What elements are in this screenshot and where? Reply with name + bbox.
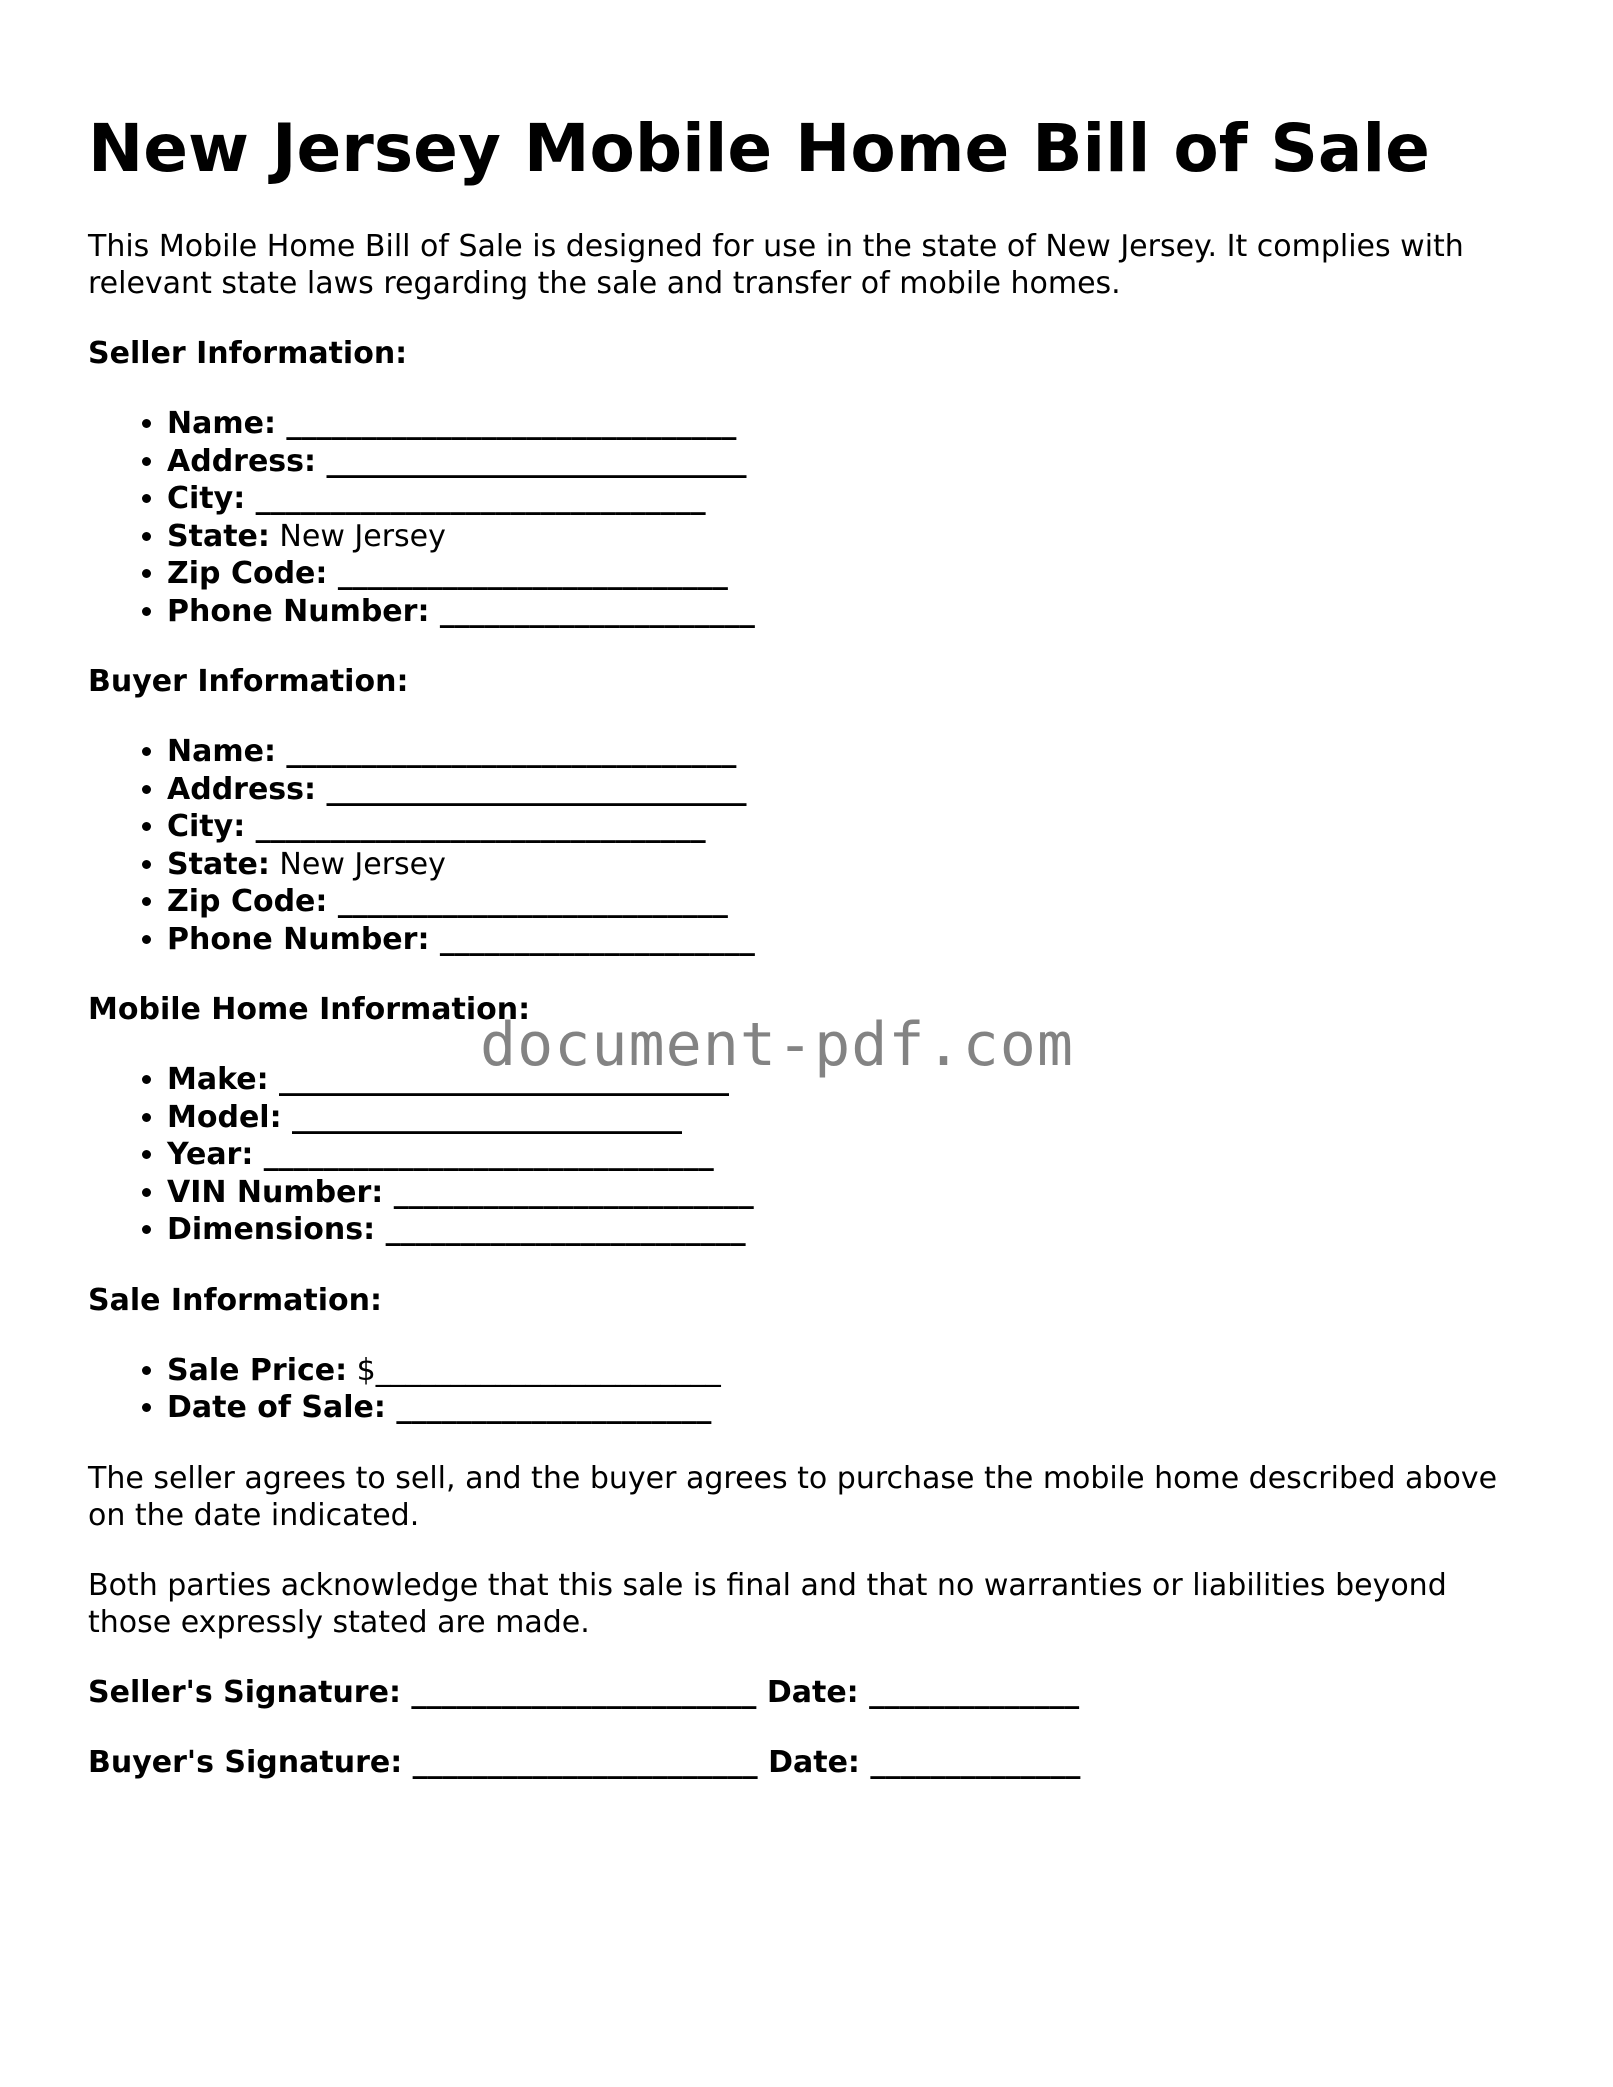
watermark: document-pdf.com: [480, 1010, 1074, 1080]
seller-address-field: [167, 443, 1528, 481]
document-title: New Jersey Mobile Home Bill of Sale: [88, 110, 1430, 187]
field-blank: _____________________: [429, 593, 755, 629]
field-label: State:: [167, 846, 270, 882]
date-of-sale-field: [167, 1389, 1528, 1427]
field-blank: $_______________________: [347, 1352, 721, 1388]
field-label: Year:: [167, 1137, 254, 1172]
field-label: Phone Number:: [167, 921, 430, 957]
vin-number-field: [167, 1174, 1528, 1212]
buyer-state-field: [167, 846, 1528, 884]
document-page: [88, 110, 1528, 1814]
seller-state-field: [167, 518, 1528, 556]
seller-section-heading: Seller Information:: [88, 336, 408, 371]
mobile-home-section-heading: Mobile Home Information:: [88, 992, 531, 1027]
field-label: Address:: [167, 771, 317, 807]
agreement-paragraph: The seller agrees to sell, and the buyer agrees to purchase the mobile home described above on the date indicated.: [88, 1460, 1498, 1533]
field-label: Model:: [167, 1099, 282, 1135]
field-label: City:: [167, 809, 246, 844]
field-blank: ______________________________: [245, 809, 706, 844]
field-label: Zip Code:: [167, 556, 328, 591]
sale-field-list: [88, 1352, 1528, 1427]
sale-price-field: [167, 1352, 1528, 1390]
seller-name-field: [167, 405, 1528, 443]
field-label: State:: [167, 518, 270, 554]
field-blank: __________________________: [281, 1099, 683, 1135]
buyer-phone-field: [167, 921, 1528, 959]
field-blank: ________________________: [383, 1174, 754, 1210]
field-value: New Jersey: [269, 518, 446, 554]
field-blank: __________________________: [327, 556, 728, 591]
model-field: [167, 1099, 1528, 1137]
seller-field-list: [88, 405, 1528, 630]
field-label: Date of Sale:: [167, 1390, 386, 1425]
buyer-field-list: [88, 733, 1528, 958]
field-blank: ______________________________: [275, 734, 737, 769]
buyer-section-heading: Buyer Information:: [88, 664, 409, 699]
buyer-address-field: [167, 771, 1528, 809]
field-label: Make:: [167, 1062, 269, 1097]
field-label: Dimensions:: [167, 1212, 376, 1247]
field-blank: ____________________________: [316, 443, 747, 479]
buyer-zip-field: [167, 883, 1528, 921]
field-label: Name:: [167, 734, 276, 769]
field-label: Zip Code:: [167, 884, 328, 919]
buyer-city-field: [167, 808, 1528, 846]
seller-zip-field: [167, 555, 1528, 593]
field-blank: ______________________________: [253, 1137, 714, 1172]
intro-paragraph: This Mobile Home Bill of Sale is designed for use in the state of New Jersey. It complies with relevant state laws regarding the sale and transfer of mobile homes.: [88, 229, 1464, 301]
field-label: Phone Number:: [167, 593, 430, 629]
disclaimer-paragraph: Both parties acknowledge that this sale is final and that no warranties or liabilities beyond those expressly stated are made.: [88, 1567, 1447, 1640]
field-blank: ______________________________: [268, 1062, 730, 1097]
field-label: City:: [167, 481, 246, 516]
buyer-name-field: [167, 733, 1528, 771]
field-label: VIN Number:: [167, 1174, 384, 1210]
field-blank: ______________________________: [275, 406, 737, 441]
field-blank: _____________________: [385, 1390, 712, 1425]
field-blank: __________________________: [327, 884, 728, 919]
year-field: [167, 1136, 1528, 1174]
field-label: Sale Price:: [167, 1352, 348, 1388]
seller-phone-field: [167, 593, 1528, 631]
field-label: Name:: [167, 406, 276, 441]
field-blank: _____________________: [429, 921, 755, 957]
sale-section-heading: Sale Information:: [88, 1282, 382, 1318]
field-blank: ______________________________: [245, 481, 706, 516]
dimensions-field: [167, 1211, 1528, 1249]
buyer-signature-line: Buyer's Signature: _______________________ Date: ______________: [88, 1744, 1081, 1780]
mobile-home-field-list: [88, 1061, 1528, 1249]
field-blank: ________________________: [375, 1212, 746, 1247]
seller-signature-line: Seller's Signature: _______________________ Date: ______________: [88, 1674, 1080, 1710]
field-label: Address:: [167, 443, 317, 479]
seller-city-field: [167, 480, 1528, 518]
field-blank: ____________________________: [316, 771, 747, 807]
field-value: New Jersey: [269, 846, 446, 882]
